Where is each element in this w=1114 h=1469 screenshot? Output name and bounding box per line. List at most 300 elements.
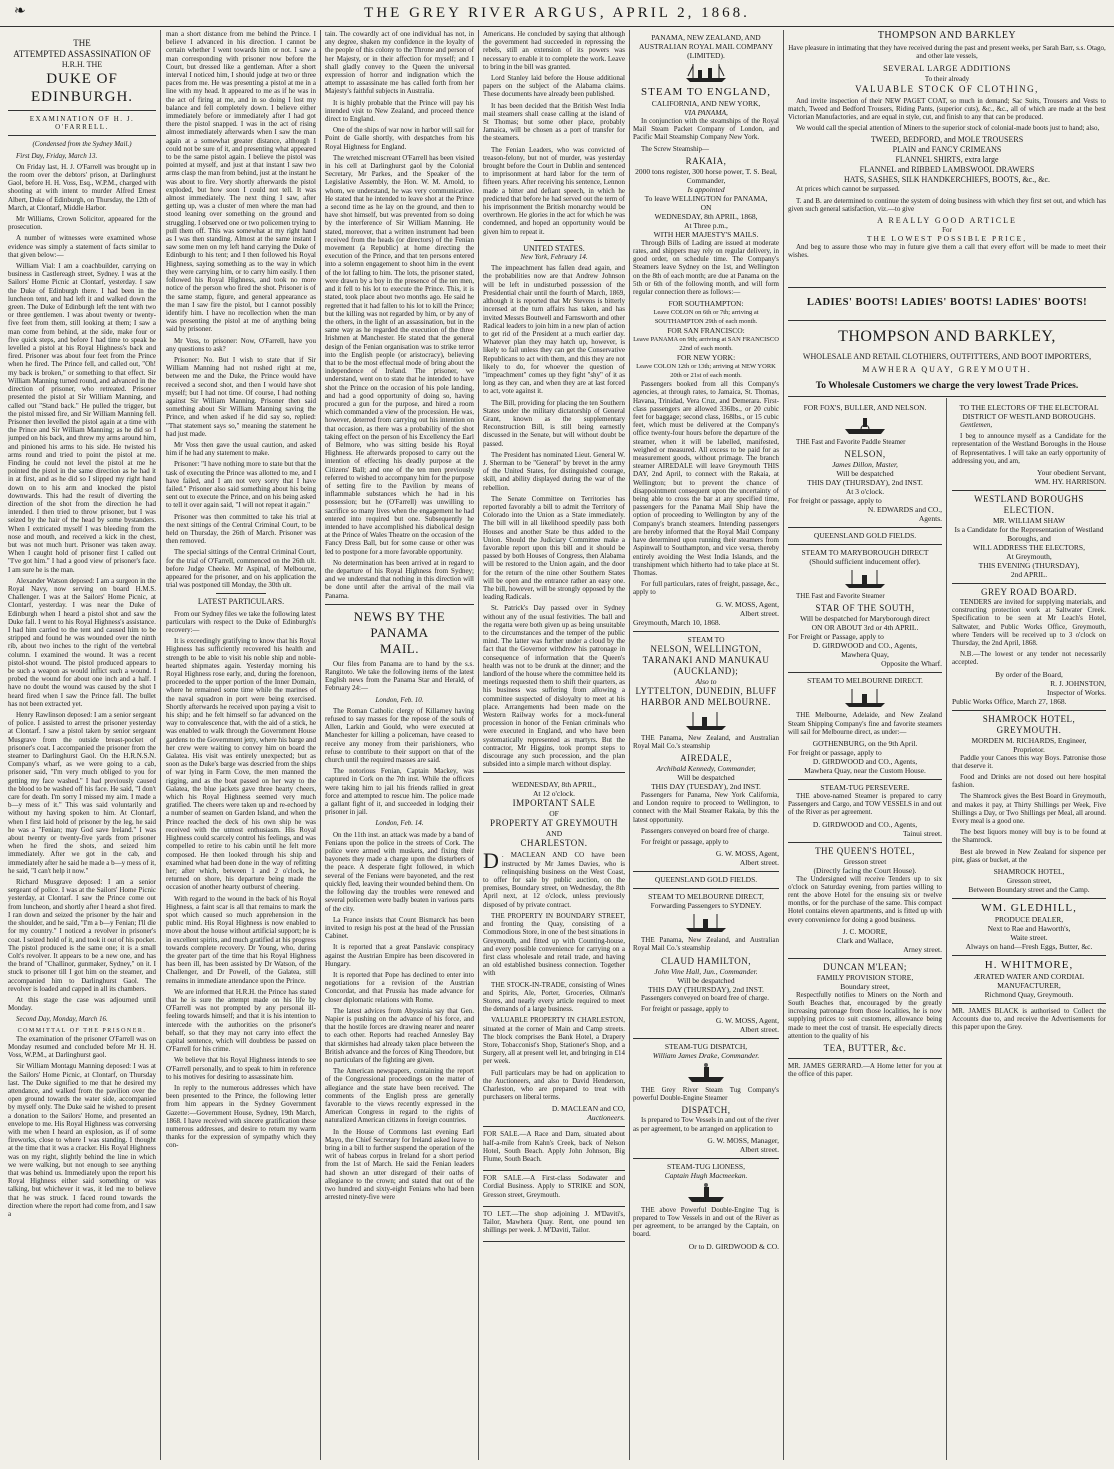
ad-line: (LIMITED).: [687, 51, 725, 60]
ad-line: THIS EVENING (THURSDAY),: [978, 561, 1080, 571]
ad-line: For Freight or Passage, apply to: [788, 632, 884, 642]
ad-heading: GREY ROAD BOARD.: [981, 587, 1077, 598]
ad-line: ÆRATED WATER AND CORDIAL: [973, 972, 1085, 982]
ad-heading: STEAM-TUG LIONESS,: [667, 1161, 745, 1171]
ad-line: PRODUCE DEALER,: [994, 915, 1064, 925]
ad-line: Proprietor.: [1013, 744, 1045, 754]
paragraph: The American newspapers, containing the report of the Congressional proceedings on the matter of allegiance and the state have been received. The comments of the English press are generally favorable to the views recently expressed in the American Congress in regard to the rights of naturalized American citizens in foreign countries.: [325, 1067, 474, 1125]
ad-line: Leave COLON on 6th or 7th; arriving at SOUTHAMPTON 29th of each month.: [653, 309, 759, 326]
ad-line: Captain Hugh Macmeekan.: [664, 1170, 748, 1180]
ad-heading: DUNCAN M'LEAN;: [823, 961, 907, 972]
divider: [8, 135, 156, 136]
ad-signature: Albert street.: [739, 1144, 779, 1154]
sale-body: . MACLEAN AND CO have been instructed by Mr James Davies, who is relinquishing business on the West Coast, to offer for sale by public auction, on the premises, Boundary street, on Wednesday, the 8th April next, at 12 o'clock, unless previously disposed of by private contract.: [483, 851, 625, 909]
ad-ship-name: AIREDALE,: [680, 752, 732, 763]
sale-date: WEDNESDAY, 8th APRIL,: [511, 780, 597, 790]
ad-line: Leave PANAMA on 9th; arriving at SAN FRANCISCO 22nd of each month.: [633, 336, 779, 353]
ad-signature: N. EDWARDS and CO.,: [867, 505, 942, 515]
ad-ship-name: DISPATCH,: [681, 1105, 731, 1116]
ad-heading: QUEENSLAND GOLD FIELDS.: [654, 875, 758, 885]
ad-line: GOTHENBURG, on the 9th April.: [812, 739, 918, 749]
ad-signature: WM. HY. HARRISON.: [1034, 477, 1106, 487]
ad-james-gerrard: [788, 1059, 942, 1085]
sale-time: At 12 o'clock.: [533, 789, 575, 799]
paragraph: It has been decided that the British West India mail steamers shall cease calling at the island of St Thomas; but some other place, probably Jamaica, will be chosen as a port of transfer for the steamers.: [483, 101, 625, 143]
ad-line: MANUFACTURER,: [997, 981, 1061, 991]
ad-signature: Albert street.: [739, 858, 779, 868]
ad-heading: FOR FOX'S, BULLER, AND NELSON.: [803, 403, 927, 412]
headline-duke: DUKE OF EDINBURGH.: [30, 71, 134, 105]
ad-signature: Clark and Wallace,: [836, 935, 894, 945]
ad-text: THE Grey River Steam Tug Company's powerful Double-Engine Steamer: [633, 1085, 779, 1103]
ad-harrison: [952, 400, 1106, 491]
ad-text: THE Melbourne, Adelaide, and New Zealand Steam Shipping Company's fine and favorite steamers will sail for Melbourne direct, as under:—: [788, 711, 942, 736]
paragraph: It is highly probable that the Prince will pay his intended visit to New Zealand, and proceed thence direct to England.: [325, 98, 474, 124]
for-sale-text: FOR SALE.—A Race and Dam, situated about half-a-mile from Kahn's Creek, back of Nelson Hotel, South Beach. Apply John Johnson, Big Flume, South Beach.: [483, 1130, 625, 1163]
paragraph: Prisoner was then committed to take his trial at the next sittings of the Central Criminal Court, to be held on Thursday, the 26th of March. Prisoner was then removed.: [166, 512, 316, 546]
advert-text: And beg to assure those who may in future give them a call that every effort will be made to meet their wishes.: [788, 243, 1106, 260]
ad-line: STEAM TO: [687, 634, 725, 644]
paragraph: The Fenian Leaders, who was convicted of treason-felony, but not of murder, was yesterday brought before the Court in Dublin and sentenced to imprisonment at hard labor for the term of fifteen years. After receiving his sentence, Lennon made a bitter and defiant speech, in which he predicted that before he had served out the term of his imprisonment the British monarchy would be overthrown. He glories in the act for which he was condemned, and hoped an opportunity would be given him to repeat it.: [483, 145, 625, 236]
ad-text: The best liquors money will buy is to be found at the Shamrock.: [952, 828, 1106, 845]
steam-tug-icon: [684, 1182, 728, 1204]
paragraph: The notorious Fenian, Captain Mackey, was captured in Cork on the 7th inst. While the officers were taking him to jail his friends rallied in great force and attempted to rescue him. The police made a gallant fight of it, and succeeded in lodging their prisoner in jail.: [325, 767, 474, 817]
drop-cap: D: [483, 848, 499, 874]
paragraph: We are informed that H.R.H. the Prince has stated that he is sure the attempt made on his life by O'Farrell was not prompted by any personal ill-feeling towards himself; and that it is his intention to intercede with the authorities on the prisoner's behalf, so that they may not carry into effect the capital sentence, which will doubtless be passed on O'Farrell for his crime.: [166, 987, 316, 1054]
ad-signature: Inspector of Works.: [1046, 687, 1106, 697]
paragraph: The wretched miscreant O'Farrell has been visited in his cell at Darlinghurst gaol by the Colonial Secretary, Mr Parkes, and the Speaker of the Legislative Assembly, the Hon. W. M. Arnold, to whom, we understand, he was very communicative. He stated that he intended to leave shot at the Prince a second time as he lay on the ground, and then to have shot himself, but was prevented from so doing by the interference of Sir William Manning. He stated, moreover, that a written instrument had been received from the heads (or directors) of the Fenian movement (a Republic) at home directing the execution of the Prince, and that ten persons entered into a solemn engagement to shoot him in the event of the lot falling to him. The lots, the prisoner stated, were drawn by a boy in the presence of the ten men, and it fell to his lot to execute the Prince. This, it is stated, took place about two months ago. He said he regretted that it had fallen to his lot to kill the Prince; but the killing was not regarded by him, or by any of the others, in the light of an assassination, but in the same way as he regarded the execution of the three Irishmen at Manchester. He stated that the general design of the Fenian organisation was to strike terror into the English people (or aristocracy), believing that to be the most effectual mode of bring about the independence of Ireland. The prisoner, we understand, went on to state that he intended to have shot the Prince on the occasion of his pole landing, and had a good opportunity of doing so, having procured a gun for the purpose, and hired a room which commanded a view of the procession. He was, however, deterred from carrying out his intention on that occasion, as there was a probability of the shot taking effect on the person of his Excellency the Earl of Belmore, who was sitting beside his Royal Highness. He afterwards proposed to carry out the intention of effecting his deadly purpose at the Citizens' Ball; and one of the ten men previously referred to wished to accompany him for the purpose of setting fire to the Pavilion by means of inflammable substances which he had in his possession; but he (O'Farrell) was unwilling to sacrifice so many lives when the engagement he had entered into required but one. Subsequently he intended to have accomplished his diabolical design at the Prince of Wales Theatre on the occasion of the Fancy Dress Ball, but for some cause or other was led to postpone for a more favorable opportunity.: [325, 153, 474, 556]
thompson-barkley-advert: [788, 30, 1106, 285]
corner-ornament-icon: ❧: [14, 4, 26, 19]
divider: [788, 396, 1106, 397]
sale-of: OF: [549, 809, 559, 819]
ad-queens-hotel: [788, 843, 942, 959]
firm-address: MAWHERA QUAY, GREYMOUTH.: [862, 365, 1032, 374]
ad-line: VIA PANAMA,: [684, 108, 728, 117]
ad-for-sale: [483, 1127, 625, 1171]
ad-line: William James Drake, Commander.: [652, 1050, 760, 1060]
news-heading: NEWS BY THE PANAMA: [353, 608, 446, 640]
sale-item: VALUABLE PROPERTY IN CHARLESTON, situated at the corner of Main and Camp streets. The block comprises the Bank Hotel, a Drapery Store, Tobacconist's Shop, Stationer's Shop, and a Surgery, all at present well let, and bringing in £14 per week.: [483, 1016, 625, 1066]
ad-star-of-south: [788, 545, 942, 673]
ad-signature: Mawhera Quay,: [841, 650, 889, 660]
ad-text: Is prepared to Tow Vessels in and out of the river as per agreement, to be arranged on application to: [633, 1116, 779, 1133]
paragraph: A number of witnesses were examined whose evidence was simply a statement of facts similar to that given below:—: [8, 234, 156, 259]
ad-to-let: [483, 1207, 625, 1243]
ad-heading: QUEENSLAND GOLD FIELDS.: [813, 531, 917, 541]
ad-signature: D. GIRDWOOD and CO., Agents,: [812, 819, 918, 829]
paragraph: Americans. He concluded by saying that although the government had succeeded in repressing the rebels, still an extension of its powers was necessary to enable it to complete the work. Leave to bring in the bill was granted.: [483, 30, 625, 71]
ad-line: ON: [700, 202, 712, 212]
ad-line: NELSON, WELLINGTON, TARANAKI AND MANUKAU (AUCKLAND);: [642, 643, 770, 676]
ad-line: Is appointed: [687, 184, 725, 194]
ad-signature: Opposite the Wharf.: [881, 659, 942, 669]
ad-text: In conjunction with the steamships of the Royal Mail Steam Packet Company of London, and Pacific Mail Steamship Company New York.: [633, 117, 779, 142]
firm-trades: WHOLESALE AND RETAIL CLOTHIERS, OUTFITTERS, AND BOOT IMPORTERS,: [802, 352, 1092, 361]
news-heading-2: MAIL.: [380, 640, 419, 656]
steamship-icon: [684, 62, 728, 84]
column-rule: [320, 30, 321, 1460]
advert-line: HATS, SASHES, SILK HANDKERCHIEFS, BOOTS, &c., &c.: [843, 175, 1050, 185]
paragraph: No determination has been arrived at in regard to the departure of his Royal Highness from Sydney; and we understand that nothing in this direction will be done until after the arrival of the mail via Panama.: [325, 558, 474, 600]
paragraph: In the House of Commons last evening Earl Mayo, the Chief Secretary for Ireland asked leave to bring in a bill to further suspend the operation of the writ of habeas corpus in Ireland for a short period from the 1st of March. He said the Fenian leaders had shown an utter disregard of their oaths of allegiance to the crown; and stated that out of the two hundred and sixty-eight Fenians who had been arrested ninety-five were: [325, 1127, 474, 1202]
thompson-barkley-banner: [788, 327, 1106, 392]
ad-whitmore: [952, 956, 1106, 1004]
paragraph: Alexander Watson deposed: I am a surgeon in the Royal Navy, now serving on board H.M.S. Challenger. I was at the Sailors' Home Picnic, at Clontarf, yesterday. I was near the Duke of Edinburgh when I heard a pistol shot and saw the Duke fall. I went to his Royal Highness's assistance. I had him carried to the tent and caused him to be stripped and found he was wounded over the ninth rib, about two inches to the right of the vertebral column. I examined the wound. It was a recent pistol-shot wound. The pistol produced appears to be such a weapon as would inflict such a wound. I probed the wound for about one inch and a half. I have no doubt the wound was caused by the shot I heard fired when I saw the Prince fall. The bullet has not been extracted yet.: [8, 576, 156, 708]
divider: [216, 593, 266, 594]
paragraph: Mr Williams, Crown Solicitor, appeared for the prosecution.: [8, 215, 156, 232]
sale-property: PROPERTY AT GREYMOUTH: [490, 818, 618, 829]
column-6b: [952, 400, 1106, 1460]
column-4: [483, 30, 625, 1460]
ad-line: CALIFORNIA, AND NEW YORK,: [651, 99, 761, 108]
dateline: London, Feb. 10.: [375, 695, 424, 704]
sale-and: AND: [545, 829, 563, 839]
paragraph: On Friday last, H. J. O'Farrell was brought up in the room over the debtors' prison, at Darlinghurst Gaol, before H. H. Voss, Esq., W.P.M., charged with shooting at with intent to murder Alfred Ernest Albert, Duke of Edinburgh, on Thursday, the 12th of March, at Clontarf, Middle Harbor.: [8, 162, 156, 212]
ad-signature: Tainui street.: [902, 828, 942, 838]
ad-line: Is a Candidate for the Representation of Westland Boroughs, and: [954, 525, 1104, 544]
ad-text: THE above Powerful Double-Engine Tug is prepared to Tow Vessels in and out of the River as per agreement, to be arranged by the Captain, on board.: [633, 1205, 779, 1239]
steamship-icon: [684, 912, 728, 934]
advert-text: And invite inspection of their NEW PAGET COAT, so much in demand; Sac Suits, Trousers and Vests to match, Tweed and Bedford Trousers, Riding Pants, (superior cuts), &c., &c., all of which are made at the best Victorian Manufactories, and are equal in style, cut, and finish to any that can be produced.: [788, 96, 1106, 122]
paragraph: We believe that his Royal Highness intends to see O'Farrell personally, and to speak to him in reference to his motives for desiring to assassinate him.: [166, 1056, 316, 1081]
advert-line: To their already: [924, 75, 970, 84]
ad-line: TEA, BUTTER, &c.: [823, 1043, 907, 1054]
divider: [534, 240, 574, 241]
dateline: New York, February 14.: [520, 253, 588, 262]
ad-heading: STEAM-TUG PERSEVERE.: [820, 783, 910, 793]
ladies-boots-banner: LADIES' BOOTS! LADIES' BOOTS! LADIES' BOOTS!: [806, 297, 1088, 308]
subhead-examination: EXAMINATION OF H. J. O'FARRELL.: [29, 115, 135, 132]
divider: [788, 320, 1106, 321]
paragraph: William Vial: I am a coachbuilder, carrying on business in Castlereagh street, Sydney. I was at the Sailors' Home Picnic at Clontarf, yesterday. I saw the Duke of Edinburgh there. I had been in the luncheon tent, and had left it and walked down the green. The Duke of Edinburgh left the tent with two or three gentlemen. I was about twenty or twenty-five feet from them, still looking at them; I saw a man come from behind, at the side, make four or five quick steps, and before I had time to speak he levelled a pistol at his Royal Highness's back and fired. Prisoner was about four feet from the Prince when he fired. The Prince fell, and called out, "Oh! my back is broken," or something to that effect. Sir William Manning turned round, and advanced in the direction of prisoner, who retreated. Prisoner presented the pistol at Sir William Manning, and called out "Stand back." He pulled the trigger, but the pistol missed fire, and Sir William Manning fell. Prisoner then levelled the pistol again at a time with the Prince and Sir William Manning; as he did so I jumped on his back, and threw my arms around him, and pinioned his arms to his side. He twisted his arms round and tried to point the pistol at me. Finding he could not level the pistol at me he pointed the pistol in the same direction as he had it in at first, and as he did so I slipped my right hand down on to his arm and knocked the pistol downwards. This had the result of diverting the direction of the shot from the direction he had intended. I then tried to throw prisoner, but I was seized by the hair of the head by some bystanders. When I extricated myself I was bleeding from the nose and mouth, and received a kick in the chest, but was not much hurt. Prisoner was taken away. When I caught hold of prisoner first I called out "I've got him." I had a good view of prisoner's face. I am sure he is the man.: [8, 262, 156, 574]
ad-line: Gresson street,: [1006, 876, 1052, 886]
ad-line: By order of the Board,: [995, 669, 1063, 679]
sale-title: IMPORTANT SALE: [512, 798, 596, 809]
for-sale-text: FOR SALE.—A First-class Sodawater and Cordial Business. Apply to STRIKE and SON, Gresson street, Greymouth.: [483, 1174, 625, 1199]
ad-text: For freight or passage, apply to: [641, 1004, 729, 1013]
ad-line: Waite street.: [1010, 933, 1048, 943]
steamship-icon: [843, 687, 887, 709]
headline-hrh: H.R.H. THE: [61, 60, 103, 69]
ad-line: Next to Rae and Haworth's,: [987, 924, 1071, 934]
advert-line: TWEED, BEDFORD, and MOLE TROUSERS: [870, 135, 1024, 145]
day-one-heading: First Day, Friday, March 13.: [16, 151, 98, 160]
ad-ship-name: RAKAIA,: [685, 155, 727, 166]
sale-signature: D. MACLEAN and CO,: [551, 1104, 625, 1114]
ad-heading: STEAM-TUG DISPATCH,: [664, 1041, 748, 1051]
paragraph: The latest advices from Abyssinia say that Gen. Napier is pushing on the advance of his force, and that the hostile forces are drawing nearer and nearer to each other. Reports had reached Annesley Bay that skirmishes had already taken place between the British advance and the forces of King Theodore, but no particulars of the fighting are given.: [325, 1006, 474, 1064]
ad-heading: SHAMROCK HOTEL, GREYMOUTH.: [982, 713, 1076, 735]
united-states-heading: UNITED STATES.: [523, 243, 585, 253]
ad-tug-dispatch: [633, 1039, 779, 1159]
ad-line: For freight or passage, apply to: [788, 496, 882, 506]
ad-signature: G. W. MOSS, Agent,: [715, 599, 779, 609]
ad-signature: Arney street.: [903, 944, 942, 954]
ad-line: THIS DAY (TUESDAY), 2nd INST.: [651, 781, 761, 791]
paragraph: The President has nominated Lieut. General W. J. Sherman to be "General" by brevet in the army of the United States, for distinguished courage, skill, and ability displayed during the war of the rebellion.: [483, 450, 625, 492]
paragraph: It is reported that Pope has declined to enter into negotiations for a revision of the Austrian Concordat, and that Prussia has made advance for closer diplomatic relations with Rome.: [325, 970, 474, 1004]
sale-item: THE STOCK-IN-TRADE, consisting of Wines and Spirits, Ale, Porter, Groceries, Oilman's Stores, and nearly every article required to meet the demands of a large business.: [483, 980, 625, 1014]
column-rule: [783, 30, 784, 1460]
ad-line: FOR SAN FRANCISCO:: [667, 326, 745, 336]
column-3: [325, 30, 474, 1460]
ad-signature: Mawhera Quay, near the Custom House.: [804, 766, 926, 776]
ad-heading: STEAM TO MARYBOROUGH DIRECT: [801, 548, 929, 558]
ad-text: Paddle your Canoes this way Boys. Patronise those that deserve it.: [952, 753, 1106, 770]
ad-text: Passengers booked from all this Company's agencies, at through rates, to Jamaica, St. Thomas, Havana, Trinidad, Vera Cruz, and Demerara. First-class passengers are allowed 336lbs., or 20 cubic feet for baggage; second class, 168lbs., or 15 cubic feet, which must be delivered at the Company's office twenty-four hours before the departure of the steamer, when it will be labelled, manifested, weighed or measured. All excess to be paid for as measurement goods, without primage. The branch steamer AIREDALE will leave Greymouth THIS DAY, 2nd April, to connect with the Rakaia, at Wellington; but to prevent the chance of disappointment consequent upon the uncertainty of being able to cross the bar at any specified time, passengers for the Panama Mail Ship have the option of proceeding to Wellington by any of the Company's branch steamers. Intending passengers are hereby informed that the Royal Mail Company have determined upon running their steamers from Aspinwall to Southampton, and vice versa, thereby entirely avoiding the West India Islands, and the transhipment which hitherto had to take place at St. Thomas.: [633, 380, 779, 577]
column-5: [633, 30, 779, 1460]
paragraph: The Bill, providing for placing the ten Southern States under the military dictatorship of General Grant, known as the supplementary Reconstruction Bill, is still being earnestly discussed in the Senate, but will without doubt be passed.: [483, 398, 625, 448]
dateline: London, Feb. 14.: [375, 819, 424, 828]
column-1: [8, 30, 156, 1460]
ad-signature: Albert street.: [739, 1024, 779, 1034]
advert-line: FLANNEL SHIRTS, extra large: [895, 155, 999, 165]
ad-signature: R. J. JOHNSTON,: [1050, 678, 1106, 688]
ad-line: Boundary street,: [840, 981, 890, 991]
ad-text: Passengers conveyed on board free of charge.: [641, 993, 769, 1002]
steam-tug-icon: [684, 1062, 728, 1084]
paragraph: Our files from Panama are to hand by the s.s. Rangitoto. We take the following items of the latest English news from the Panama Star and Herald, of February 24:—: [325, 659, 474, 693]
ad-line: PANAMA, NEW ZEALAND, AND AUSTRALIAN ROYAL MAIL COMPANY: [639, 33, 773, 51]
column-rule: [629, 30, 630, 1460]
ad-line: Public Works Office, March 27, 1868.: [952, 696, 1067, 706]
steamship-icon: [843, 568, 887, 590]
paragraph: The special sittings of the Central Criminal Court, for the trial of O'Farrell, commenced on the 26th ult. before Judge Cheeke. Mr Aspinal, of Melbourne, appeared for the prisoner, and on his application the trial was postponed till Monday, the 30th ult.: [166, 548, 316, 590]
ad-line: Your obedient Servant,: [1036, 468, 1106, 478]
ad-text: MR. JAMES BLACK is authorised to Collect the Accounts due to, and receive the Advertisements for this paper upon the Grey.: [952, 1007, 1106, 1032]
ad-panama-mail: [633, 30, 779, 632]
ad-tug-persevere: [788, 780, 942, 843]
column-6a: [788, 400, 942, 1460]
paragraph: One of the ships of war now in harbor will sail for Point de Galle shortly, with despatches from his Royal Highness for England.: [325, 126, 474, 151]
sale-footer: Full particulars may be had on application to the Auctioneers, and also to David Henderson, Charleston, who are prepared to treat with purchasers on liberal terms.: [483, 1068, 625, 1102]
paragraph: Lord Stanley laid before the House additional papers on the subject of the Alabama claims. These documents have already been published.: [483, 74, 625, 99]
paragraph: At this stage the case was adjourned until Monday.: [8, 995, 156, 1013]
ad-signature: G. W. MOSS, Manager,: [707, 1135, 779, 1145]
sale-charleston: CHARLESTON.: [520, 838, 588, 849]
headline-attempted: ATTEMPTED ASSASSINATION OF: [13, 49, 151, 59]
ad-ship-name: STAR OF THE SOUTH,: [815, 603, 915, 614]
ad-for-sale: [483, 1171, 625, 1207]
ad-line: 2nd APRIL.: [1010, 570, 1048, 580]
paragraph: In reply to the numerous addresses which have been presented to the Prince, the following letter from him appears in the Sydney Government Gazette:—Government House, Sydney, 19th March, 1868. I have received with sincere gratification these numerous addresses, and desire to return my warm thanks for the expression of sympathy which they con-: [166, 1083, 316, 1150]
ad-text: N.B.—The lowest or any tender not necessarily accepted.: [952, 650, 1106, 667]
paragraph: Mr Voss then gave the usual caution, and asked him if he had any statement to make.: [166, 440, 316, 458]
sale-item: THE PROPERTY IN BOUNDARY STREET, and fronting the Quay, consisting of a Commodious Store, in one of the best situations in Greymouth, and fitted up with Counting-house, and every possible convenience for carrying on a first class wholesale and retail trade, and having an old established business connection. Together with: [483, 911, 625, 978]
ad-line: THIS DAY (THURSDAY), 2nd INST.: [648, 984, 764, 994]
ad-heading: WM. GLEDHILL,: [981, 902, 1077, 915]
advert-line: PLAIN and FANCY CRIMEANS: [892, 145, 1002, 155]
advert-line: For: [942, 226, 952, 235]
firm-name: THOMPSON AND BARKLEY,: [838, 328, 1056, 345]
paragraph: Sir William Montagu Manning deposed: I was at the Sailors' Home Picnic, at Clontarf, on Thursday last. The Duke signified to me that he desired my attendance, and walked from the pavilion over the open ground towards the water side, accompanied by myself only. The Duke said he wished to present a donation to the Sailors' Home, and presented an envelope to me. His Royal Highness was conversing with me when I heard an explosion, as if of some fireworks, close to where I was standing. I thought at the time that it was a cracker. His Royal Highness was on my right, slightly behind the line in which we were walking, but not enough to see anything that was behind us. Immediately upon the report his Royal Highness either said something or was talking, but whichever it was, it led me to believe that he was struck. I faced round towards the direction where the report had come from, and I saw a: [8, 1062, 156, 1218]
ad-line: Will be despatched: [836, 469, 894, 479]
ad-text: THE Fast and Favorite Paddle Steamer: [796, 438, 906, 446]
divider: [8, 110, 156, 111]
ad-line: At Greymouth,: [1006, 552, 1052, 562]
ad-text: THE above-named Steamer is prepared to carry Passengers and Cargo, and TOW VESSELS in and out of the River as per agreement.: [788, 792, 942, 817]
ad-line: John Vine Hall, Jun., Commander.: [654, 966, 758, 976]
advert-line: VALUABLE STOCK OF CLOTHING,: [855, 83, 1039, 94]
ad-nelson: [788, 400, 942, 528]
ad-heading: STEAM TO MELBOURNE DIRECT.: [807, 676, 923, 686]
ad-text: For freight or passage, apply to: [641, 837, 729, 846]
ad-ship-name: CLAUD HAMILTON,: [660, 955, 751, 966]
ad-signature: D. GIRDWOOD and CO., Agents,: [812, 641, 918, 651]
ad-james-black: [952, 1004, 1106, 1039]
ad-line: STEAM TO ENGLAND,: [641, 86, 771, 98]
ad-line: Will be despatched: [677, 975, 735, 985]
paragraph: Henry Rawlinson deposed: I am a senior sergeant of police. I assisted to arrest the prisoner yesterday at Clontarf. I saw a pistol taken by senior sergeant Musgrave from the outside breast-pocket of prisoner's coat. I accompanied the prisoner from the steamer to Darlinghurst Gaol. On the H.R.N.S.N. Company's wharf, as we were going to a cab, prisoner said, "I'm very much obliged to you for getting my face washed." I had previously caused the blood to be washed off his face. He said, "I don't care for death. I'm sorry I missed my aim. I made a b—y mess of it." This was said voluntarily and without my having spoken to him. At Clontarf, when I first laid hold of prisoner by the leg, he said he was a "Fenian; may God save Ireland." I was about twenty or twenty-five yards from prisoner when he fired the shots, and seized him immediately. After we got in the cab, and immediately after he said he made a b—y mess of it, he said, "I can't help it now.": [8, 711, 156, 875]
committal-heading: COMMITTAL OF THE PRISONER.: [17, 1027, 147, 1034]
ad-heading: WESTLAND BOROUGHS ELECTION.: [974, 494, 1084, 516]
ad-line: Forwarding Passengers to SYDNEY.: [650, 901, 762, 911]
ad-text: The Undersigned will receive Tenders up to six o'clock on Saturday evening, from parties willing to rent the above Hotel for the ensuing six or twelve months, or for the purchase of the same. This compact Hotel contains eleven apartments, and is fitted up with every convenience for doing a good business.: [788, 874, 942, 924]
ad-line: ON OR ABOUT 3rd or 4th APRIL.: [811, 623, 919, 633]
ad-line: FOR NEW YORK:: [676, 353, 736, 363]
ad-shaw-election: [952, 491, 1106, 584]
paragraph: La France insists that Count Bismarck has been invited to resign his post at the head of the Prussian Cabinet.: [325, 915, 474, 941]
ad-line: SHAMROCK HOTEL,: [993, 867, 1065, 877]
ad-text: Best ale brewed in New Zealand for sixpence per pint, glass or bucket, at the: [952, 847, 1106, 864]
firm-tagline: To Wholesale Customers we charge the very lowest Trade Prices.: [815, 381, 1079, 391]
ad-heading: H. WHITMORE,: [984, 959, 1074, 972]
column-rule: [478, 30, 479, 1460]
paragraph: On the 11th inst. an attack was made by a band of Fenians upon the police in the streets of Cork. The police were armed with muskets, and fixing their bayonets they made a charge upon the disturbers of the peace. A desperate fight followed, in which several of the Fenians were bayoneted, and the rest quickly fled, leaving their wounded behind them. On the following day the troubles were renewed and several policemen were badly beaten in various parts of the city.: [325, 830, 474, 913]
ad-property-sale: [483, 777, 625, 1127]
advert-text: T. and B. are determined to continue the system of doing business with which they first set out, and which has given such general satisfaction, viz.—to give: [788, 196, 1106, 213]
ad-line: Also to: [695, 676, 717, 686]
ad-line: (Should sufficient inducement offer).: [809, 557, 921, 567]
column-2: [166, 30, 316, 1460]
paragraph: tain. The cowardly act of one individual has not, in any degree, shaken my confidence in the loyalty of the people of this colony to the Throne and person of her Majesty, or in their affection for myself; and I shall gladly convey to the Queen the universal expression of horror and indignation which the attempt to assassinate me has called forth from her Majesty's faithful subjects in Australia.: [325, 30, 474, 96]
advert-text: At prices which cannot be surpassed.: [796, 185, 900, 194]
ad-text: The Shamrock gives the Best Board in Greymouth, and makes it pay, at Thirty Shillings per Week, Five Shillings a Day, or Two Shillings per Meal, all around. Every meal is a good one.: [952, 792, 1106, 826]
ad-text: For full particulars, rates of freight, passage, &c., apply to: [633, 580, 779, 597]
ad-signature: G. W. MOSS, Agent,: [715, 1015, 779, 1025]
divider: [483, 772, 625, 773]
paddle-steamer-icon: [843, 414, 887, 436]
page-title: THE GREY RIVER ARGUS, APRIL 2, 1868.: [364, 5, 750, 21]
paragraph: It is exceedingly gratifying to know that his Royal Highness has sufficiently recovered his health and strength to be able to visit his noble ship and noble-hearted shipmates again. Yesterday morning his Royal Highness rose early, and, during the forenoon, proceeded to the upper portion of the Inner Domain, where he remained some time while the marines of the naval squadron in port were being exercised. Shortly afterwards he received upon paying a visit to his ship; and he felt himself so far advanced on the way to convalescence that, with the aid of a stick, he was enabled to walk through the Government House gardens to the Government jetty, where his barge and her crew were waiting to convey him on board the Galatea. His visit was entirely unexpected; but as soon as the Duke's barge was descried from the ships of war lying in Farm Cove, the men manned the rigging, and as the boat passed on her way to the Galatea, the blue jackets gave three hearty cheers, which his Royal Highness seemed very much gratified. The cheers were taken up and re-echoed by a number of seamen on Garden Island, and when the Prince reached the deck of his own ship he was received with the utmost enthusiasm. His Royal Highness could scarcely control his feelings, and was compelled to retire to his cabin until he felt more composed. He then looked through his ship and examined what had been done in the way of refitting her; after which, between 1 and 2 o'clock, he returned on shore, his departure being made the occasion of another hearty outburst of cheering.: [166, 637, 316, 892]
advert-heading: THOMPSON AND BARKLEY: [877, 30, 1017, 41]
day-two-heading: Second Day, Monday, March 16.: [16, 1015, 108, 1024]
ad-line: Will be despatched: [677, 772, 735, 782]
ad-line: FOR SOUTHAMPTON:: [668, 299, 744, 309]
advert-line: THE LOWEST POSSIBLE PRICE,: [866, 234, 1028, 244]
ad-line: FAMILY PROVISION STORE,: [816, 972, 914, 982]
divider: [325, 604, 474, 605]
ad-line: At Three p.m.,: [684, 220, 728, 230]
paragraph: Mr Voss, to prisoner: Now, O'Farrell, have you any questions to ask?: [166, 336, 316, 353]
ad-text: Food and Drinks are not dosed out here hospital fashion.: [952, 773, 1106, 790]
advert-line: SEVERAL LARGE ADDITIONS: [883, 63, 1011, 74]
ad-line: At 3 o'clock.: [845, 487, 885, 497]
ad-signature: Or to D. GIRDWOOD & CO.: [688, 1241, 779, 1251]
ad-line: Archibald Kennedy, Commander,: [656, 763, 756, 773]
ad-text: Passengers conveyed on board free of charge.: [641, 826, 769, 835]
ad-line: Leave COLON 12th or 13th; arriving at NEW YORK 20th or 21st of each month.: [636, 363, 776, 380]
paragraph: The examination of the prisoner O'Farrell was on Monday resumed and concluded before Mr H. H. Voss, W.P.M., at Darlinghurst gaol.: [8, 1034, 156, 1060]
paragraph: St. Patrick's Day passed over in Sydney without any of the usual festivities. The ball and the regatta were both given up as being unsuitable to the circumstances and the temper of the public mind. The latter was further under a cloud by the fact that the Governor withdrew his patronage in consequence of information that the Queen's health was not to be drunk at the dinner; and the landlord of the house where the committee held its meetings requested them to shift their quarters, as his business was suffering from allowing a committee suspected of disloyalty to meet at his place. Arrangements had been made on the Western Railway works for a mock-funeral procession in honor of the Fenian criminals who were executed in England, and who have been systematically represented as martyrs. But the contractor, Mr Higgins, took prompt steps to discourage any such procession, and the plan subsided into a simple march without display.: [483, 604, 625, 769]
ad-line: 2000 tons register, 300 horse power, T. S. Beal, Commander,: [635, 166, 777, 185]
masthead: [0, 0, 1114, 27]
ad-ship-name: NELSON,: [844, 449, 886, 460]
advert-text: We would call the special attention of Miners to the superior stock of colonial-made boots just to hand; also,: [796, 124, 1100, 133]
ad-tug-lioness: [633, 1159, 779, 1255]
ad-text: Passengers for Panama, New York California, and London require to proceed to Wellington, to connect with the Mail Steamer Rakaia, by this the latest opportunity.: [633, 790, 779, 824]
ad-line: James Dillon, Master,: [832, 460, 898, 470]
ad-heading: TO THE ELECTORS OF THE ELECTORAL DISTRICT OF WESTLAND BOROUGHS.: [959, 403, 1099, 421]
ad-line: (Directly facing the Court House).: [813, 865, 917, 875]
latest-particulars-heading: LATEST PARTICULARS.: [197, 597, 285, 607]
ad-duncan-mlean: [788, 959, 942, 1059]
column-rule: [160, 30, 161, 1460]
ad-line: THIS DAY (THURSDAY), 2nd INST.: [807, 478, 923, 488]
ad-signature: D. GIRDWOOD and CO., Agents,: [812, 757, 918, 767]
headline-the: THE: [73, 38, 91, 48]
advert-line: A REALLY GOOD ARTICLE: [877, 216, 1017, 226]
ad-text: THE Panama, New Zealand, and Australian Royal Mail Co.'s steamship: [633, 936, 779, 953]
ad-line: Always on hand—Fresh Eggs, Butter, &c.: [965, 942, 1093, 952]
paragraph: The Roman Catholic clergy of Killarney having refused to say masses for the repose of the souls of Allen, Larkin and Gould, who were executed at Manchester for killing a policeman, have ceased to receive any money from their parishioners, who refuse to contribute to their support on that of the church until the required masses are said.: [325, 706, 474, 765]
ad-line: WILL ADDRESS THE ELECTORS,: [973, 543, 1085, 553]
paragraph: The Senate Committee on Territories has reported favorably a bill to admit the Territory of Colorado into the Union as a State immediately. The bill will in all likelihood speedily pass both Houses and another State be thus added to the Union. Should the Judiciary Committee make a favorable report upon this bill and it should be passed by both Houses of Congress, then Alabama will be restored to the Union again, and the door for the return of the nine other Southern States will be open and the entrance rather an easy one. The bill, however, will be strongly opposed by the leading Radicals.: [483, 494, 625, 602]
ad-line: For freight or passage, apply to: [788, 748, 882, 758]
ad-line: Between Boundary street and the Camp.: [968, 885, 1090, 895]
paragraph: man a short distance from me behind the Prince. I believe I advanced in his direction. I cannot be certain whether I went towards him or not. I saw a man corresponding with prisoner now before the Court, but dressed like a gentleman. After a short interval I noticed him, I should judge at two or three paces from me. He was presenting a pistol at me in a line with my head. It appeared to me as if he was in the act of firing at me, and in so doing I lost my balance and fell completely down. I believe either immediately before or immediately after I had got there the pistol snapped. I was in the act of rising almost immediately afterwards when I saw the man again at a somewhat greater distance, although I could not be sure of it, and presenting what appeared to be the same pistol again. I believe the pistol was pointed at myself, and just at that instant I saw two arms clasp the man from behind, just at the instant he was about to fire. Very shortly afterwards the pistol exploded, but how soon I could not tell. It was almost immediately. The next thing I saw, after getting up, was a cluster of men where the man had stood leaning over something on the ground and struggling. I observed one or two policemen trying to pull them off. This was somewhat at my right hand as I was then standing. Almost at the same instant I saw some men on my left hand carrying the Duke of Edinburgh to his tent; and I then followed his Royal Highness, saying something as to the way in which they were carrying him, or to carry him easily. I then followed his Royal Highness, and took no more notice of the person who fired the shot. Prisoner is of the same stamp, figure, and general appearance as the man I saw fire the pistol, but I cannot possibly identify him. I have no recollection when the man was presenting the pistol at me of anything being said by prisoner.: [166, 30, 316, 334]
paragraph: Richard Musgrave deposed: I am a senior sergeant of police. I was at the Sailors' Home Picnic yesterday, at Clontarf. I saw the Prince come out from luncheon, and shortly after I heard a shot fired. I ran down and seized the prisoner by the hair and the shoulder, and he said, "I'm a b—y Fenian; I'll die for my country." I noticed a revolver in prisoner's coat. I seized hold of it, and took it out of his pocket. The pistol produced is the same one; it is a small Colt's revolver. It appears to be a new one, and has the brand of "Challinor, gunmaker, Sydney," on it. I stuck to prisoner till I got him on the steamer, and accompanied him to Darlinghurst Gaol. The revolver is loaded and capped in all its chambers.: [8, 878, 156, 993]
ad-signature: Agents.: [918, 514, 942, 524]
ad-line: To leave WELLINGTON for PANAMA,: [644, 193, 768, 203]
paragraph: The impeachment has fallen dead again, and the probabilities now are that Andrew Johnson will be left in undisturbed possession of the Presidential chair until the fourth of March, 1869, although it is reported that Mr Stevens is bitterly incensed at the turn affairs has taken, and has invited Messrs Boutwell and Farnsworth and other Radical leaders to join him in a new plan of action to get rid of the President at a much earlier day. Whatever plan they may hatch up, however, is likely to fail unless they can get the Conservative Republicans to act with them, and this they are not likely to do, for whoever the question of "impeachment" comes up they fight "shy" of it as long as they can, and when they are at last forced to act, vote against it.: [483, 264, 625, 396]
ad-signature: J. C. MOORE,: [842, 926, 888, 936]
paragraph: With regard to the wound in the back of his Royal Highness, a faint scar is all that remains to mark the spot which caused so much apprehension in the public mind. His Royal Highness is now enabled to move about the house without artificial support; he is in excellent spirits, and much gratified at his progress towards complete recovery. Dr Young, who, during the greater part of the time that his Royal Highness has been ill, has been assisted by Dr Watson, of the Challenger, and Dr Powell, of the Galatea, still remains in immediate attendance upon the Prince.: [166, 894, 316, 985]
ad-queensland: [633, 872, 779, 889]
ad-line: Gentlemen,: [960, 421, 993, 429]
ad-line: LYTTELTON, DUNEDIN, BLUFF HARBOR AND MELBOURNE.: [635, 685, 777, 707]
column-rule: [946, 398, 947, 1460]
paragraph: From our Sydney files we take the following latest particulars with respect to the Duke of Edinburgh's recovery:—: [166, 609, 316, 635]
ad-text: The Screw Steamship—: [641, 144, 710, 153]
ad-text: THE Panama, New Zealand, and Australian Royal Mail Co.'s steamship: [633, 733, 779, 750]
ad-melbourne-direct: [788, 673, 942, 780]
ad-line: Will be despatched for Maryborough direct: [800, 614, 930, 624]
to-let-text: TO LET.—The shop adjoining J. M'Daviti's, Tailor, Mawhera Quay. Rent, one pound ten shillings per week. J. M'Daviti, Tailor.: [483, 1209, 625, 1235]
source-note: (Condensed from the Sydney Mail.): [32, 140, 132, 149]
divider: [788, 287, 1106, 288]
sale-signature-role: Auctioneers.: [587, 1113, 625, 1123]
advert-text: Have pleasure in intimating that they have received during the past and present weeks, per Sarah Barr, s.s. Otago, and other late vessels,: [788, 44, 1106, 61]
ad-line: MR. WILLIAM SHAW: [993, 516, 1065, 526]
ad-claud-hamilton: [633, 889, 779, 1039]
ad-airedale: [633, 632, 779, 873]
ad-grey-road-board: [952, 584, 1106, 711]
ad-signature: Albert street.: [739, 608, 779, 618]
ad-text: TENDERS are invited for supplying materials, and constructing protection work at Saltwater Creek. Specification to be seen at Mr Leach's Hotel, Saltwater, and Public Works Office, Greymouth, where Tenders will be received up to 3 o'clock on Thursday, the 2nd April, 1868.: [952, 598, 1106, 648]
ad-line: Gresson street: [843, 856, 887, 866]
ad-line: Richmond Quay, Greymouth.: [984, 990, 1074, 1000]
ad-heading: STEAM TO MELBOURNE DIRECT,: [648, 892, 764, 902]
ad-signature: G. W. MOSS, Agent,: [715, 849, 779, 859]
steamship-icon: [684, 710, 728, 732]
ad-shamrock-hotel: [952, 711, 1106, 899]
ad-line: WITH HER MAJESTY'S MAILS.: [653, 229, 759, 239]
paragraph: Prisoner: "I have nothing more to state but that the task of executing the Prince was allotted to me, and I have failed, and I am not very sorry that I have failed." Prisoner also said something about his being sent out to execute the Prince, and on his being asked to tell it over again said, "I will not repeat it again.": [166, 460, 316, 510]
ad-text: I beg to announce myself as a Candidate for the representation of the Westland Boroughs in the House of Representatives. I will take an early opportunity of addressing you, and am,: [952, 432, 1106, 465]
paragraph: Prisoner: No. But I wish to state that if Sir William Manning had not rushed right at me, between me and the Duke, the Prince would have received a second shot, and then I would have shot myself; but I had not time. Of course, I had nothing against Sir William Manning. Prisoner then said something about Sir William Manning saving the Prince, and when asked if he did say so, replied: "That statement says so," meaning the statement he had just made.: [166, 355, 316, 438]
